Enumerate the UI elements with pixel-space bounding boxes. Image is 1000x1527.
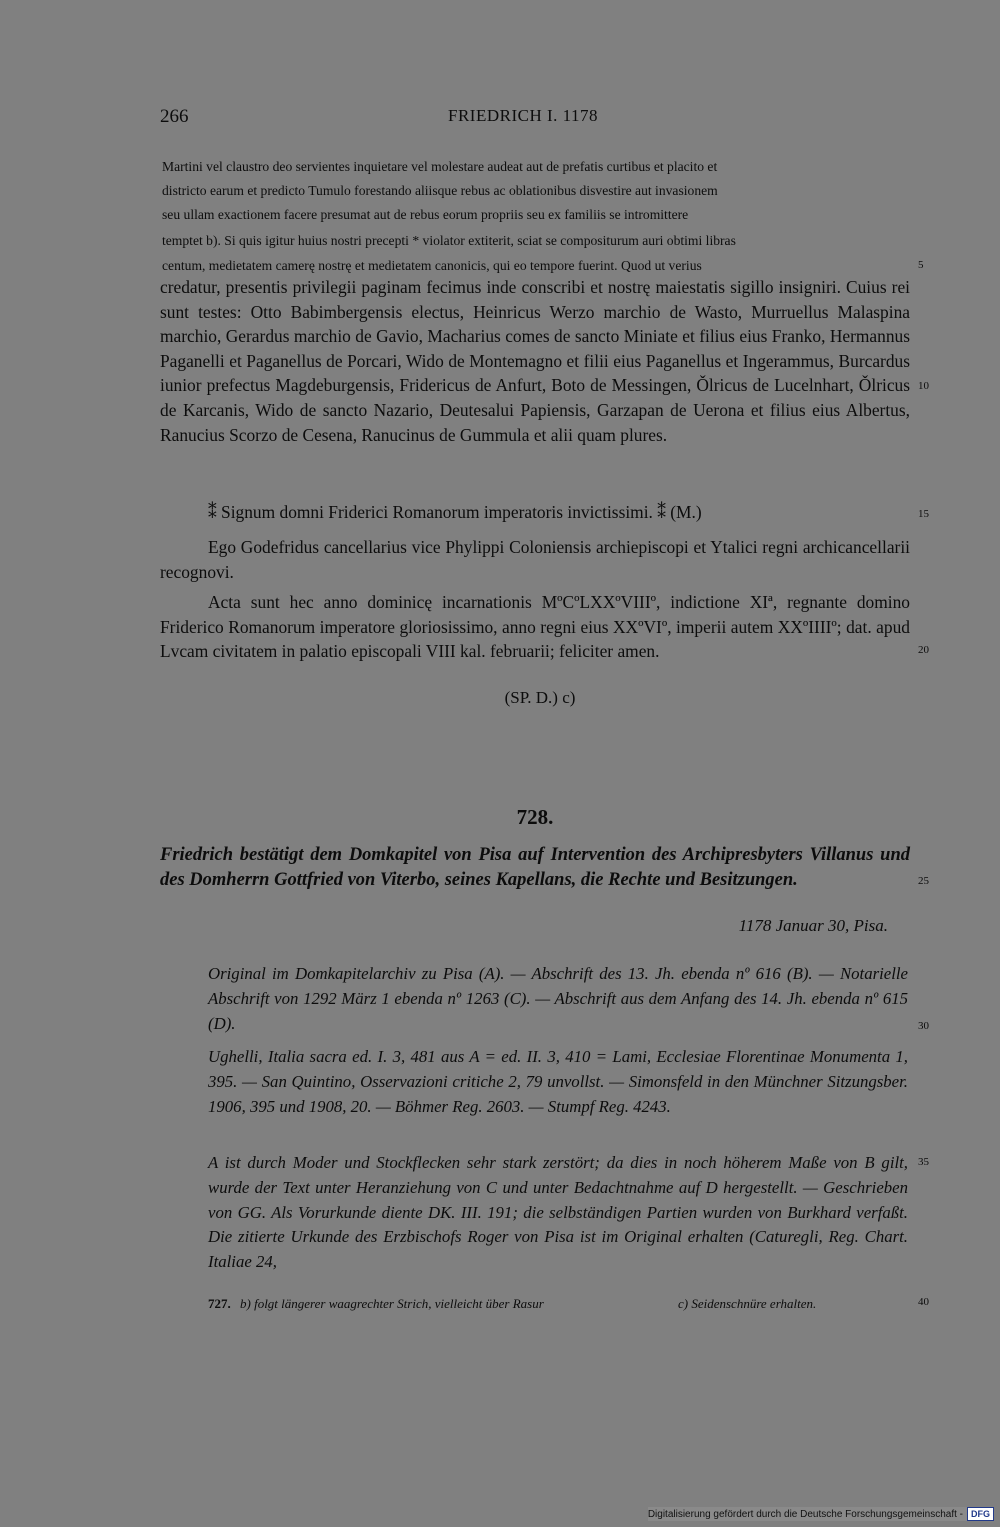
line-number: 5 <box>918 259 924 271</box>
footnote-ref: 727. <box>208 1296 231 1311</box>
line-number: 20 <box>918 644 929 656</box>
dfg-logo: DFG <box>967 1507 994 1521</box>
commentary-note: A ist durch Moder und Stockflecken sehr stark zerstört; da dies in noch höherem Maße von B gilt, wurde der Text unter Heranziehung von C und unter Bedachtnahme auf D hergestellt. — Geschrieben von GG. Als Vorurkunde diente DK. III. 191; die selbständigen Partien wurden von Burkhard verfaßt. Die zitierte Urkunde des Erzbischofs Roger von Pisa ist im Original erhalten (Caturegli, Reg. Chart. Italiae 24, <box>208 1153 908 1272</box>
seal-note: (SP. D.) c) <box>504 688 576 707</box>
line-number: 35 <box>918 1156 929 1168</box>
page-number: 266 <box>160 106 189 127</box>
credit-text: Digitalisierung gefördert durch die Deutsche Forschungsgemeinschaft - <box>647 1508 963 1520</box>
acta-dating: Acta sunt hec anno dominicę incarnationis MºCºLXXºVIIIº, indictione XIª, regnante domino Friderico Romanorum imperatore gloriosissimo, anno regni eius XXºVIº, imperii autem XXºIIIIº; dat. apud Lvcam civitatem in palatio episcopali VIII kal. februarii; feliciter amen. <box>160 592 910 662</box>
running-title: FRIEDRICH I. 1178 <box>448 106 599 125</box>
editions-note: Ughelli, Italia sacra ed. I. 3, 481 aus A = ed. II. 3, 410 = Lami, Ecclesiae Florentinae Monumenta 1, 395. — San Quintino, Osservazioni critiche 2, 79 unvollst. — Simonsfeld in den Münchner Sitzungsber. 1906, 395 und 1908, 20. — Böhmer Reg. 2603. — Stumpf Reg. 4243. <box>208 1047 908 1116</box>
line-number: 15 <box>918 508 929 520</box>
footnote-c: c) Seidenschnüre erhalten. <box>678 1296 817 1311</box>
line-number: 30 <box>918 1020 929 1032</box>
small-line-2: districto earum et predicto Tumulo forestando aliisque rebus ac oblationibus disvestire aut invasionem <box>162 183 718 198</box>
small-line-4: temptet b). Si quis igitur huius nostri precepti * violator extiterit, sciat se compositurum auri obtimi libras <box>162 233 736 248</box>
small-line-1: Martini vel claustro deo servientes inquietare vel molestare audeat aut de prefatis curtibus et placito et <box>162 159 718 174</box>
footnote-b: b) folgt längerer waagrechter Strich, vielleicht über Rasur <box>240 1296 544 1311</box>
tradition-note: Original im Domkapitelarchiv zu Pisa (A). — Abschrift des 13. Jh. ebenda nº 616 (B). — Notarielle Abschrift von 1292 März 1 ebenda nº 1263 (C). — Abschrift aus dem Anfang des 14. Jh. ebenda nº 615 (D). <box>208 964 908 1033</box>
line-number: 10 <box>918 380 929 392</box>
regest: Friedrich bestätigt dem Domkapitel von Pisa auf Intervention des Archipresbyters Villanus und des Domherrn Gottfried von Viterbo, seines Kapellans, die Rechte und Besitzungen. <box>160 845 910 890</box>
charter-body: credatur, presentis privilegii paginam fecimus inde conscribi et nostrę maiestatis sigillo insigniri. Cuius rei sunt testes: Otto Babimbergensis electus, Heinricus Werzo marchio de Wasto, Murruellus Malaspina marchio, Gerardus marchio de Gavio, Macharius comes de sancto Miniate et filius eius Franko, Hermannus Paganelli et Paganellus de Porcari, Wido de Montemagno et filii eius Paganellus et Ingerammus, Burcardus iunior prefectus Magdeburgensis, Fridericus de Anfurt, Boto de Messingen, Ǒlricus de Lucelnhart, Ǒlricus de Karcanis, Wido de sancto Nazario, Deutesalui Papiensis, Garzapan de Uerona et filius eius Albertus, Ranucius Scorzo de Cesena, Ranucinus de Gummula et alii quam plures. <box>160 277 910 445</box>
signum-line: ⁑ Signum domni Friderici Romanorum imperatoris invictissimi. ⁑ (M.) <box>208 502 702 522</box>
recognition: Ego Godefridus cancellarius vice Phylippi Coloniensis archiepiscopi et Ytalici regni archicancellarii recognovi. <box>160 537 910 582</box>
digitization-credit <box>648 1507 994 1521</box>
document-number: 728. <box>516 805 554 829</box>
document-date: 1178 Januar 30, Pisa. <box>738 916 888 935</box>
small-line-3: seu ullam exactionem facere presumat aut de rebus eorum propriis seu ex familiis se intromittere <box>162 207 689 222</box>
small-line-5: centum, medietatem camerę nostrę et medietatem canonicis, qui eo tempore fuerint. Quod ut verius <box>162 258 702 273</box>
line-number: 25 <box>918 875 929 887</box>
line-number: 40 <box>918 1296 929 1308</box>
